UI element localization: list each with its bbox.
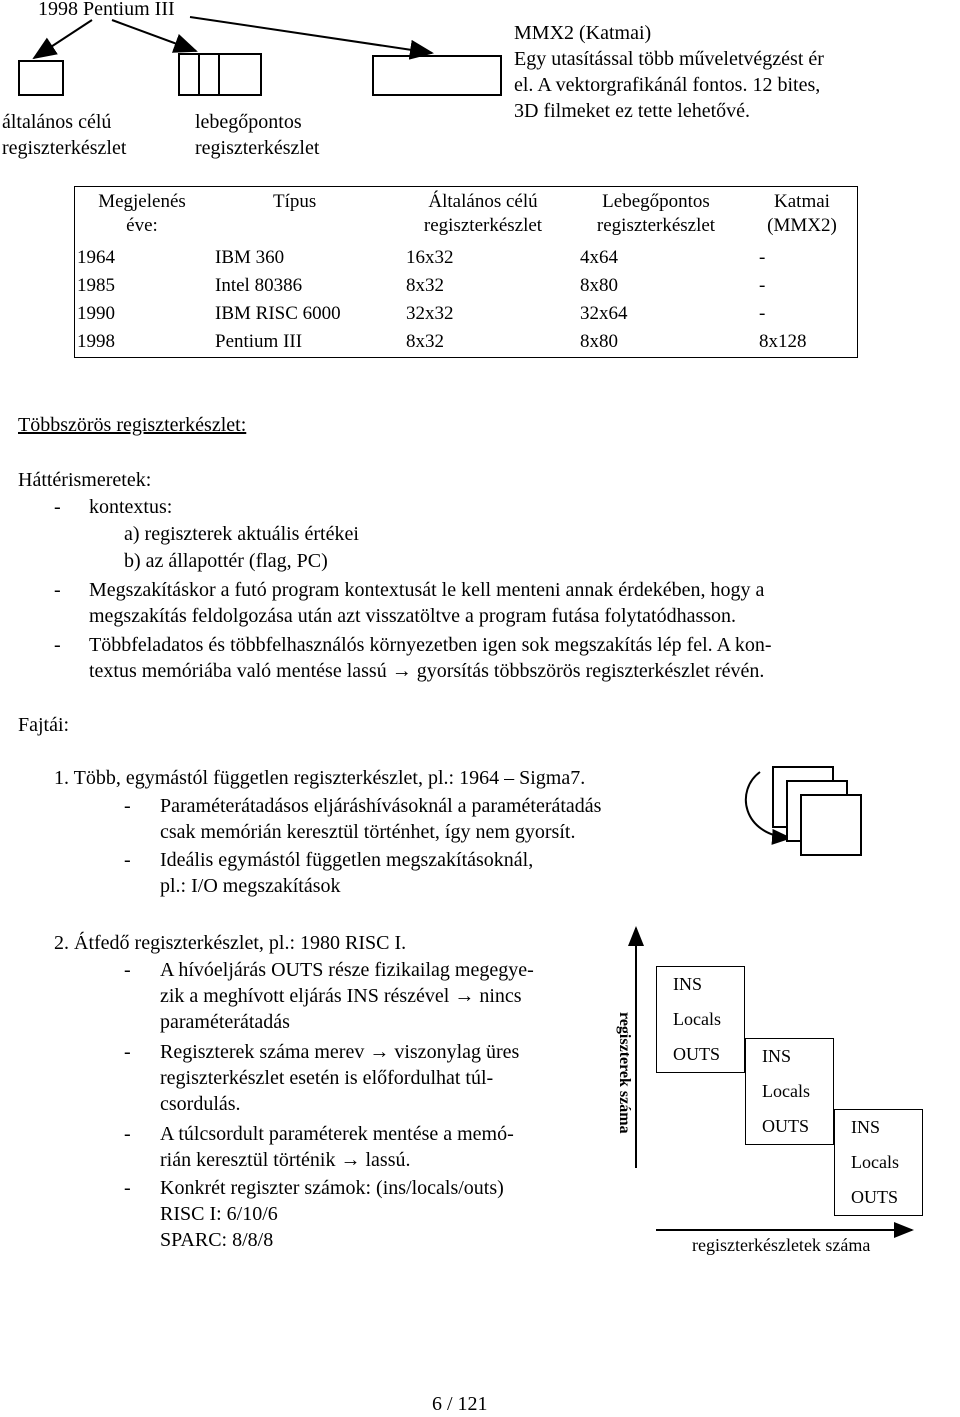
type-2-bullet-4: Konkrét regiszter számok: (ins/locals/outs) RISC I: 6/10/6 SPARC: 8/8/8 (160, 1177, 504, 1251)
mmx-description: MMX2 (Katmai) Egy utasítással több műveletvégzést ér el. A vektorgrafikánál fontos. 12 bites, 3D filmeket ez tette lehetővé. (514, 22, 824, 122)
header-year: Megjelenés éve: (98, 191, 186, 236)
bullet-dash: - (124, 1041, 131, 1063)
overlap-line (834, 1109, 835, 1145)
type-2-title: 2. Átfedő regiszterkészlet, pl.: 1980 RISC I. (54, 932, 407, 954)
general-label: általános célú regiszterkészlet (2, 111, 127, 159)
register-window-icon-front (800, 794, 862, 856)
type-1-bullet-1: Paraméterátadásos eljáráshívásoknál a paraméterátadás csak memórián keresztül történhet, így nem gyorsít. (160, 795, 602, 843)
context-b: b) az állapottér (flag, PC) (124, 550, 328, 572)
bullet-dash: - (124, 1177, 131, 1199)
types-heading: Fajtái: (18, 714, 70, 736)
type-2-bullet-1: A hívóeljárás OUTS része fizikailag megegye- zik a meghívott eljárás INS részével → nincs paraméterátadás (160, 959, 534, 1033)
header-katmai: Katmai (MMX2) (767, 191, 837, 236)
interrupt-paragraph: Megszakításkor a futó program kontextusát le kell menteni annak érdekében, hogy a megszakítás feldolgozása után azt visszatöltve a program futása folytatódhasson. (89, 579, 765, 627)
header-float: Lebegőpontos regiszterkészlet (596, 191, 716, 236)
bullet-dash: - (124, 849, 131, 871)
type-1-title: 1. Több, egymástól független regiszterkészlet, pl.: 1964 – Sigma7. (54, 767, 586, 789)
type-1-bullet-2: Ideális egymástól független megszakításoknál, pl.: I/O megszakítások (160, 849, 534, 897)
arrow-to-mmx (190, 17, 432, 53)
register-table: Megjelenés éve: Típus Általános célú regiszterkészlet Lebegőpontos regiszterkészlet Katmai (MMX2) 1964 IBM 360 16x32 4x64 - 1985 Intel 80386 8x32 8x80 - 1990 IBM RISC 6000 32x32 32x64 - 1998 Pentium III 8x32 8x80 8x128 (74, 186, 858, 358)
type-2-bullet-2: Regiszterek száma merev → viszonylag üres regiszterkészlet esetén is előfordulhat túl- csordulás. (160, 1041, 520, 1115)
general-register-box (18, 60, 64, 96)
float-register-box (178, 53, 262, 96)
page-number: 6 / 121 (432, 1393, 488, 1415)
context-label: kontextus: (89, 496, 173, 518)
header-general: Általános célú regiszterkészlet (423, 191, 543, 236)
register-window-1: INS Locals OUTS (656, 966, 745, 1073)
header-type: Típus (273, 191, 317, 212)
x-axis-label: regiszterkészletek száma (692, 1235, 871, 1255)
arrow-to-float (112, 20, 196, 51)
multitask-paragraph: Többfeladatos és többfelhasználós környezetben igen sok megszakítás lép fel. A kon- textus memóriába való mentése lassú → gyorsítás többszörös regiszterkészlet révén. (89, 634, 772, 682)
background-heading: Háttérismeretek: (18, 469, 152, 491)
overlap-line (745, 1038, 746, 1073)
mmx-register-box (372, 55, 502, 96)
bullet-dash: - (124, 795, 131, 817)
section-title: Többszörös regiszterkészlet: (18, 414, 247, 436)
bullet-dash: - (54, 579, 61, 601)
label-1998-pentium: 1998 Pentium III (38, 0, 175, 20)
bullet-dash: - (124, 1123, 131, 1145)
type-2-bullet-3: A túlcsordult paraméterek mentése a memó- rián keresztül történik → lassú. (160, 1123, 514, 1171)
bullet-dash: - (124, 959, 131, 981)
arrow-to-general (34, 20, 92, 58)
y-axis-label: regiszterek száma (616, 1012, 633, 1134)
float-label: lebegőpontos regiszterkészlet (195, 111, 320, 159)
register-window-2: INS Locals OUTS (745, 1038, 834, 1145)
bullet-dash: - (54, 634, 61, 656)
context-a: a) regiszterek aktuális értékei (124, 523, 359, 545)
register-window-3: INS Locals OUTS (834, 1109, 923, 1216)
bullet-dash: - (54, 496, 61, 518)
